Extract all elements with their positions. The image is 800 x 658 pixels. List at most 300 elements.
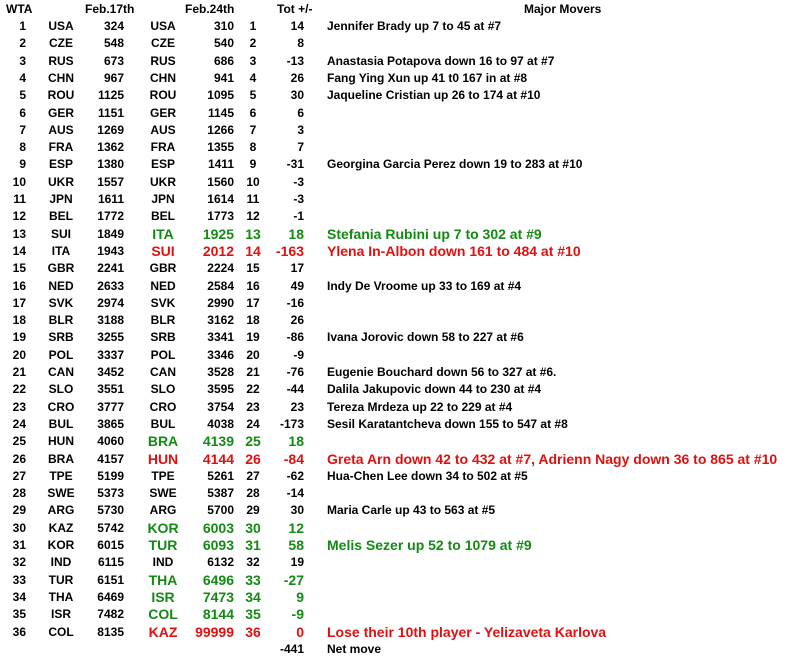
table-row (0, 329, 800, 346)
tot-change: -27 (283, 571, 304, 588)
rank-cell: 36 (12, 624, 26, 639)
table-row (0, 468, 800, 485)
country-feb24: CHN (150, 70, 176, 85)
points-feb24: 5261 (207, 468, 234, 483)
table-row (0, 35, 800, 52)
points-feb24: 3162 (207, 313, 234, 328)
rank-cell: 28 (12, 486, 26, 501)
major-mover (327, 139, 797, 156)
rank-cell: 6 (19, 105, 26, 120)
country-feb17: ESP (48, 157, 73, 172)
points-feb24: 1266 (207, 122, 234, 137)
country-feb17: BEL (49, 209, 73, 224)
header-feb24: Feb.24th (185, 2, 235, 16)
points-feb24: 1925 (202, 225, 234, 242)
points-feb24: 2012 (202, 242, 234, 259)
major-mover (327, 433, 797, 450)
points-feb24: 2224 (207, 261, 234, 276)
major-mover: Dalila Jakupovic down 44 to 230 at #4 (327, 382, 542, 397)
major-mover: Jennifer Brady up 7 to 45 at #7 (327, 19, 502, 33)
major-mover: Stefania Rubini up 7 to 302 at #9 (327, 225, 542, 242)
table-row (0, 70, 800, 87)
points-feb17: 5199 (97, 468, 124, 483)
table-row (0, 624, 800, 641)
major-mover (327, 191, 797, 208)
major-mover (327, 554, 797, 571)
rank-feb24: 7 (249, 122, 257, 137)
rank-feb24: 1 (249, 19, 257, 33)
tot-change: 12 (288, 519, 304, 536)
table-row (0, 364, 800, 381)
country-feb24: SUI (151, 242, 175, 259)
points-feb17: 3551 (97, 382, 124, 397)
country-feb17: SRB (48, 330, 74, 345)
net-move-label: Net move (327, 641, 382, 656)
country-feb17: GER (47, 105, 74, 120)
table-row (0, 502, 800, 519)
rank-feb24: 31 (245, 537, 261, 553)
tot-change: 18 (288, 433, 304, 450)
country-feb17: BLR (48, 313, 74, 328)
points-feb17: 1557 (97, 174, 124, 189)
points-feb17: 3337 (97, 347, 124, 362)
rank-cell: 20 (12, 347, 26, 362)
points-feb24: 6496 (202, 571, 234, 588)
country-feb17: ARG (47, 503, 75, 518)
rank-cell: 16 (12, 278, 26, 293)
country-feb24: TUR (148, 537, 178, 553)
table-row (0, 87, 800, 104)
points-feb17: 1125 (97, 88, 124, 103)
major-mover (327, 606, 797, 623)
points-feb24: 8144 (202, 606, 234, 623)
rank-feb24: 8 (249, 140, 257, 155)
rank-cell: 21 (12, 365, 26, 379)
points-feb24: 3528 (207, 365, 234, 379)
country-feb24: USA (150, 19, 176, 33)
header-major-movers: Major Movers (524, 2, 602, 16)
rank-feb24: 22 (246, 382, 260, 397)
rank-feb24: 12 (246, 209, 260, 224)
major-mover: Hua-Chen Lee down 34 to 502 at #5 (327, 468, 528, 483)
country-feb17: POL (48, 347, 74, 362)
major-mover (327, 35, 797, 52)
major-mover (327, 312, 797, 329)
tot-change: 9 (296, 588, 304, 605)
country-feb24: SVK (150, 295, 176, 310)
rank-feb24: 20 (246, 347, 260, 362)
tot-change: 14 (290, 19, 304, 33)
tot-change: 23 (290, 399, 304, 414)
country-feb17: ITA (51, 243, 71, 258)
rank-feb24: 34 (245, 588, 261, 605)
rank-cell: 7 (19, 122, 26, 137)
table-row (0, 191, 800, 208)
rank-feb24: 33 (245, 571, 261, 588)
table-row (0, 105, 800, 122)
rank-cell: 29 (12, 503, 26, 518)
tot-change: -62 (286, 468, 304, 483)
country-feb17: TPE (49, 468, 73, 483)
table-row (0, 606, 800, 623)
country-feb24: GBR (149, 261, 177, 276)
points-feb24: 1614 (207, 192, 234, 206)
tot-change: 8 (297, 36, 304, 51)
footer-row (0, 641, 800, 658)
table-row (0, 381, 800, 398)
table-row (0, 243, 800, 260)
rank-cell: 1 (19, 19, 26, 33)
rank-feb24: 30 (245, 519, 261, 536)
country-feb24: KOR (147, 519, 179, 536)
country-feb24: ESP (150, 157, 175, 172)
major-mover: Fang Ying Xun up 41 t0 167 in at #8 (327, 70, 528, 85)
country-feb17: RUS (48, 53, 74, 68)
table-row (0, 589, 800, 606)
major-mover (327, 260, 797, 277)
points-feb24: 4139 (202, 433, 234, 450)
points-feb24: 1411 (207, 157, 234, 172)
tot-change: 0 (296, 623, 304, 640)
rank-feb24: 25 (245, 433, 261, 450)
rank-cell: 24 (12, 416, 26, 431)
country-feb24: BEL (151, 209, 175, 224)
points-feb24: 941 (213, 70, 234, 85)
rank-feb24: 26 (245, 450, 261, 467)
country-feb17: ROU (47, 88, 75, 103)
tot-change: -173 (279, 416, 304, 431)
points-feb17: 3452 (97, 365, 124, 379)
tot-change: -76 (286, 365, 304, 379)
major-mover: Eugenie Bouchard down 56 to 327 at #6. (327, 365, 557, 379)
country-feb24: ITA (152, 225, 174, 242)
major-mover: Georgina Garcia Perez down 19 to 283 at #10 (327, 157, 583, 172)
points-feb24: 310 (213, 19, 234, 33)
tot-change: -3 (293, 192, 304, 206)
rank-cell: 35 (12, 607, 26, 622)
country-feb24: SLO (150, 382, 176, 397)
major-mover (327, 105, 797, 122)
major-mover (327, 485, 797, 502)
rank-cell: 18 (12, 313, 26, 328)
rank-cell: 5 (19, 88, 26, 103)
points-feb24: 3346 (207, 347, 234, 362)
rank-feb24: 16 (246, 278, 260, 293)
country-feb24: GER (149, 105, 176, 120)
country-feb17: BUL (48, 416, 74, 431)
tot-change: -163 (275, 242, 304, 259)
points-feb24: 4144 (202, 450, 234, 467)
rank-feb24: 28 (246, 486, 260, 501)
tot-change: -1 (293, 209, 304, 224)
major-mover: Jaqueline Cristian up 26 to 174 at #10 (327, 88, 541, 103)
major-mover: Sesil Karatantcheva down 155 to 547 at #8 (327, 416, 568, 431)
country-feb24: NED (150, 278, 176, 293)
major-mover (327, 122, 797, 139)
table-row (0, 347, 800, 364)
points-feb17: 3777 (97, 399, 124, 414)
points-feb24: 6003 (202, 519, 234, 536)
points-feb17: 5730 (97, 503, 124, 518)
major-mover: Tereza Mrdeza up 22 to 229 at #4 (327, 399, 513, 414)
country-feb24: CZE (151, 36, 175, 51)
rank-feb24: 24 (246, 416, 260, 431)
rank-feb24: 18 (246, 313, 260, 328)
rank-cell: 14 (12, 243, 26, 258)
tot-change: 26 (290, 70, 304, 85)
table-row (0, 485, 800, 502)
points-feb24: 6093 (202, 537, 234, 553)
rank-feb24: 21 (246, 365, 260, 379)
country-feb17: KAZ (48, 520, 74, 535)
table-row (0, 312, 800, 329)
country-feb17: UKR (48, 174, 74, 189)
tot-change: -16 (286, 295, 304, 310)
country-feb17: SWE (47, 486, 75, 501)
rank-feb24: 14 (245, 242, 261, 259)
points-feb17: 324 (103, 19, 124, 33)
rank-cell: 3 (19, 53, 26, 68)
major-mover (327, 208, 797, 225)
points-feb17: 5742 (97, 520, 124, 535)
rank-cell: 4 (19, 70, 26, 85)
country-feb17: IND (50, 555, 72, 570)
table-row (0, 208, 800, 225)
header-feb17: Feb.17th (85, 2, 135, 16)
tot-change: 30 (290, 503, 304, 518)
country-feb24: KAZ (148, 623, 178, 640)
major-mover: Lose their 10th player - Yelizaveta Karlova (327, 623, 607, 640)
country-feb24: IND (152, 555, 174, 570)
rank-cell: 31 (12, 538, 26, 552)
table-row (0, 18, 800, 35)
tot-change: -9 (293, 347, 304, 362)
tot-change: -14 (286, 486, 304, 501)
points-feb24: 2990 (207, 295, 234, 310)
rank-cell: 26 (12, 451, 26, 466)
tot-change: 49 (290, 278, 304, 293)
points-feb17: 548 (103, 36, 124, 51)
table-row (0, 122, 800, 139)
major-mover (327, 347, 797, 364)
header-tot: Tot +/- (277, 2, 313, 16)
rank-feb24: 13 (245, 225, 261, 242)
table-row (0, 520, 800, 537)
rank-feb24: 3 (249, 53, 257, 68)
points-feb17: 3865 (97, 416, 124, 431)
country-feb17: AUS (48, 122, 74, 137)
major-mover: Indy De Vroome up 33 to 169 at #4 (327, 278, 522, 293)
rank-feb24: 29 (246, 503, 260, 518)
points-feb24: 1773 (207, 209, 234, 224)
points-feb17: 1380 (97, 157, 124, 172)
country-feb24: UKR (150, 174, 176, 189)
country-feb17: CHN (48, 70, 74, 85)
table-row (0, 278, 800, 295)
major-mover (327, 589, 797, 606)
tot-change: 26 (290, 313, 304, 328)
points-feb17: 4060 (97, 434, 124, 449)
points-feb24: 1095 (207, 88, 234, 103)
header-wta: WTA (6, 2, 33, 16)
country-feb24: RUS (150, 53, 176, 68)
points-feb17: 1849 (97, 226, 124, 241)
points-feb24: 5387 (207, 486, 234, 501)
table-row (0, 174, 800, 191)
table-row (0, 554, 800, 571)
points-feb24: 7473 (202, 588, 234, 605)
country-feb17: CAN (48, 365, 74, 379)
points-feb24: 2584 (207, 278, 234, 293)
country-feb24: TPE (151, 468, 175, 483)
tot-change: -3 (293, 174, 304, 189)
points-feb24: 686 (213, 53, 234, 68)
country-feb24: CRO (149, 399, 177, 414)
points-feb17: 3188 (97, 313, 124, 328)
rank-feb24: 36 (245, 623, 261, 640)
tot-change: 18 (288, 225, 304, 242)
table-row (0, 53, 800, 70)
tot-change: -86 (286, 330, 304, 345)
major-mover: Ylena In-Albon down 161 to 484 at #10 (327, 242, 581, 259)
rank-feb24: 6 (249, 105, 257, 120)
points-feb17: 7482 (97, 607, 124, 622)
points-feb24: 4038 (207, 416, 234, 431)
points-feb17: 3255 (97, 330, 124, 345)
rank-feb24: 15 (246, 261, 260, 276)
country-feb24: FRA (150, 140, 176, 155)
points-feb24: 3595 (207, 382, 234, 397)
points-feb17: 4157 (97, 451, 124, 466)
rank-cell: 17 (12, 295, 26, 310)
table-row (0, 139, 800, 156)
country-feb17: SVK (48, 295, 74, 310)
points-feb24: 5700 (207, 503, 234, 518)
country-feb24: CAN (150, 365, 176, 379)
points-feb24: 1560 (207, 174, 234, 189)
points-feb24: 1355 (207, 140, 234, 155)
tot-change: 6 (297, 105, 304, 120)
rank-cell: 15 (12, 261, 26, 276)
tot-change: -84 (283, 450, 304, 467)
rank-cell: 32 (12, 555, 26, 570)
table-row (0, 226, 800, 243)
points-feb24: 6132 (207, 555, 234, 570)
country-feb24: BRA (147, 433, 179, 450)
points-feb17: 967 (103, 70, 124, 85)
rank-cell: 19 (12, 330, 26, 345)
header-row (0, 1, 800, 18)
major-mover: Anastasia Potapova down 16 to 97 at #7 (327, 53, 555, 68)
points-feb17: 1269 (97, 122, 124, 137)
major-mover (327, 295, 797, 312)
country-feb24: ARG (149, 503, 177, 518)
country-feb17: JPN (49, 192, 73, 206)
rank-cell: 8 (19, 140, 26, 155)
points-feb17: 2974 (97, 295, 124, 310)
country-feb24: HUN (147, 450, 179, 467)
tot-change: 19 (290, 555, 304, 570)
table-row (0, 451, 800, 468)
country-feb17: CRO (47, 399, 75, 414)
rank-cell: 23 (12, 399, 26, 414)
rank-cell: 2 (19, 36, 26, 51)
country-feb17: FRA (48, 140, 74, 155)
country-feb17: GBR (47, 261, 75, 276)
country-feb17: ISR (50, 607, 71, 622)
tot-change: -31 (286, 157, 304, 172)
points-feb17: 673 (103, 53, 124, 68)
tot-change: 58 (288, 537, 304, 553)
points-feb17: 6015 (97, 538, 124, 552)
tot-change: 30 (290, 88, 304, 103)
rank-feb24: 11 (246, 192, 260, 206)
country-feb24: BUL (150, 416, 176, 431)
rank-cell: 11 (13, 192, 26, 206)
country-feb17: TUR (48, 572, 74, 587)
country-feb24: AUS (150, 122, 176, 137)
points-feb17: 6469 (97, 589, 124, 604)
table-row (0, 572, 800, 589)
rank-feb24: 2 (249, 36, 257, 51)
rank-cell: 30 (12, 520, 26, 535)
points-feb17: 6151 (97, 572, 124, 587)
rank-feb24: 35 (245, 606, 261, 623)
rank-feb24: 5 (249, 88, 257, 103)
net-total: -441 (279, 641, 304, 656)
tot-change: -44 (286, 382, 304, 397)
major-mover: Maria Carle up 43 to 563 at #5 (327, 503, 496, 518)
major-mover: Melis Sezer up 52 to 1079 at #9 (327, 537, 532, 553)
tot-change: 3 (297, 122, 304, 137)
table-row (0, 537, 800, 554)
major-mover (327, 174, 797, 191)
points-feb17: 8135 (97, 624, 124, 639)
country-feb17: BRA (48, 451, 74, 466)
country-feb24: COL (148, 606, 178, 623)
country-feb24: SWE (149, 486, 177, 501)
major-mover: Ivana Jorovic down 58 to 227 at #6 (327, 330, 524, 345)
table-row (0, 156, 800, 173)
points-feb17: 6115 (97, 555, 124, 570)
country-feb17: KOR (47, 538, 75, 552)
country-feb17: SLO (48, 382, 74, 397)
rank-feb24: 10 (246, 174, 260, 189)
country-feb17: THA (48, 589, 74, 604)
points-feb17: 1943 (97, 243, 124, 258)
rank-feb24: 23 (246, 399, 260, 414)
points-feb24: 1145 (207, 105, 234, 120)
country-feb24: ISR (151, 588, 175, 605)
table-row (0, 416, 800, 433)
points-feb17: 1611 (97, 192, 124, 206)
rank-cell: 25 (12, 434, 26, 449)
points-feb17: 1362 (97, 140, 124, 155)
rank-feb24: 17 (246, 295, 260, 310)
tot-change: 17 (290, 261, 304, 276)
major-mover (327, 572, 797, 589)
country-feb24: THA (148, 571, 178, 588)
major-mover (327, 520, 797, 537)
country-feb17: CZE (49, 36, 73, 51)
major-mover: Greta Arn down 42 to 432 at #7, Adrienn Nagy down 36 to 865 at #10 (327, 450, 778, 467)
rank-cell: 10 (12, 174, 26, 189)
points-feb24: 99999 (195, 623, 234, 640)
rank-cell: 33 (12, 572, 26, 587)
country-feb17: NED (48, 278, 74, 293)
country-feb17: HUN (48, 434, 74, 449)
rank-cell: 34 (12, 589, 26, 604)
